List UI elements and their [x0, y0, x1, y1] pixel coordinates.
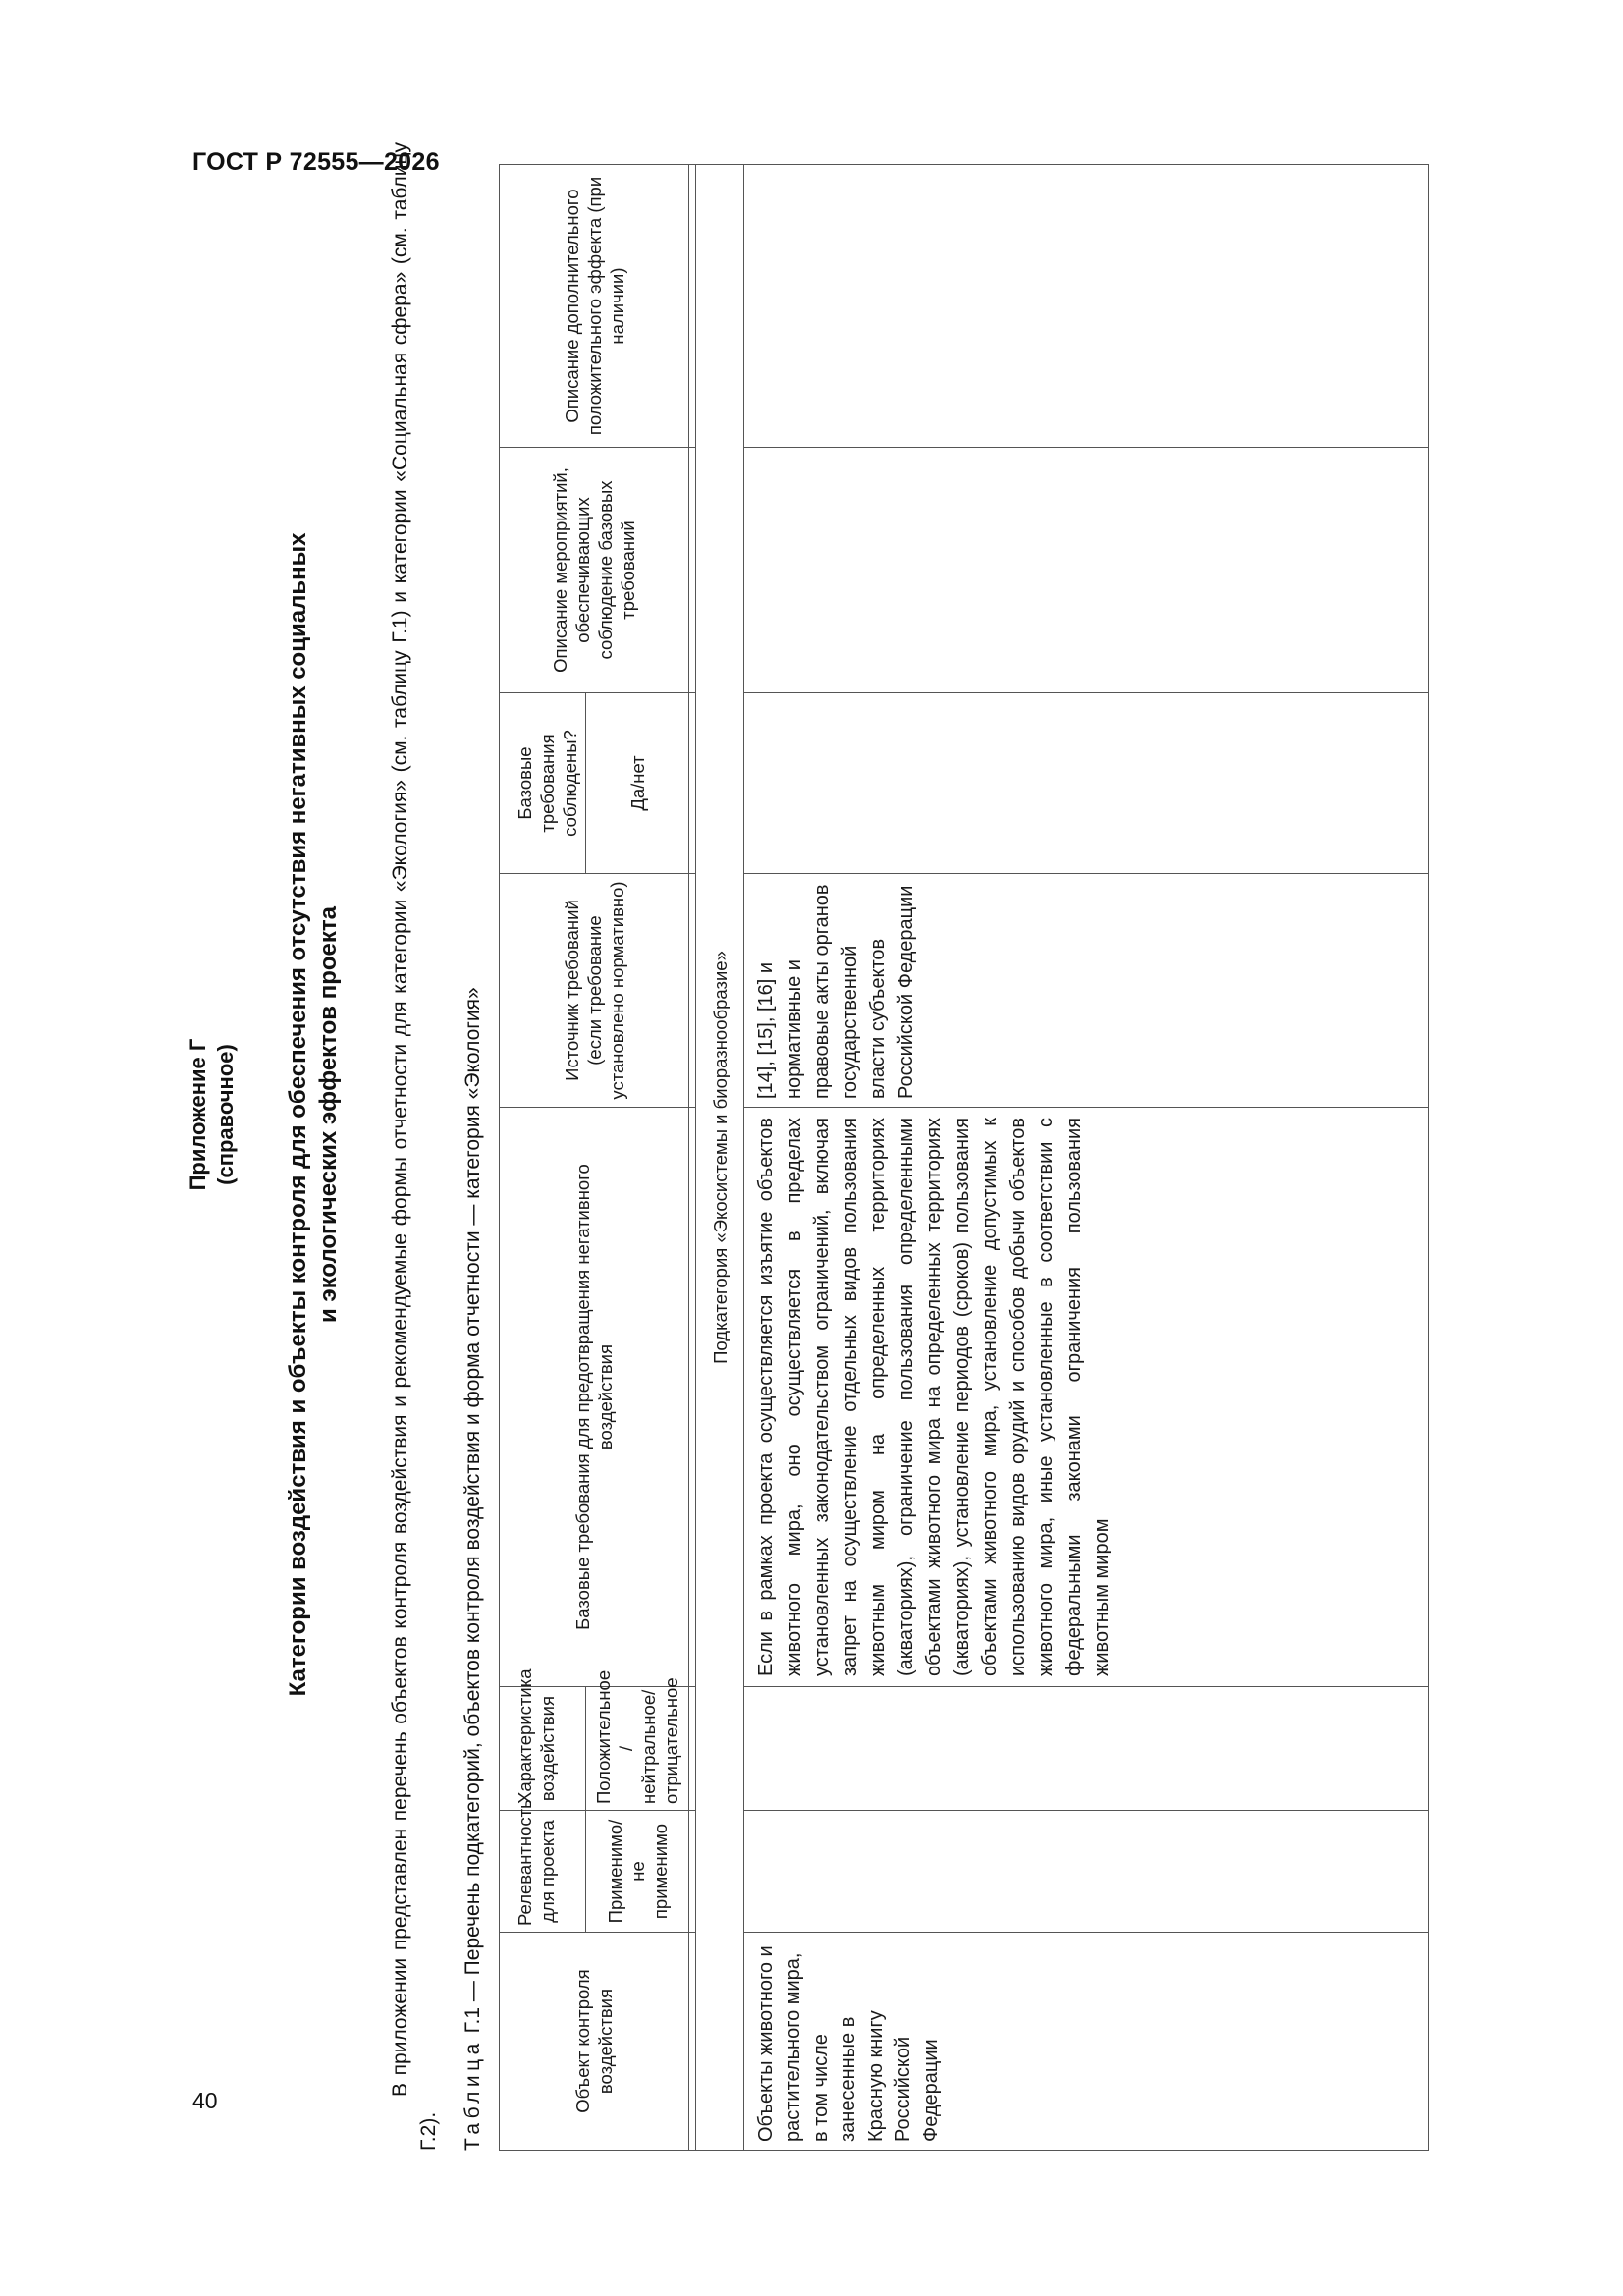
separator-cell — [689, 1108, 696, 1687]
appendix-title-line-1: Категории воздействия и объекты контроля для обеспечения отсутствия негативных социальных — [285, 532, 311, 1697]
header-source: Источник требований (если требование установлено нормативно) — [500, 874, 689, 1108]
cell-control-object: Объекты животного и растительного мира, в том числе занесенные в Красную книгу Российской Федерации — [744, 1933, 1429, 2151]
header-met: Базовые требования соблюдены? — [500, 693, 586, 874]
table-caption-prefix: Таблица — [461, 2039, 484, 2151]
header-object: Объект контроля воздействия — [500, 1933, 689, 2151]
separator-cell — [689, 874, 696, 1108]
cell-met — [744, 693, 1429, 874]
header-relevance-values: Применимо/ не применимо — [586, 1811, 689, 1933]
rotated-content — [177, 79, 1296, 2151]
appendix-type: (справочное) — [213, 1044, 238, 1185]
cell-positive — [744, 165, 1429, 448]
header-characteristic: Характеристика воздействия — [500, 1687, 586, 1811]
cell-characteristic — [744, 1687, 1429, 1811]
table-separator-row — [689, 165, 696, 2151]
separator-cell — [689, 448, 696, 693]
appendix-title-line-2: и экологических эффектов проекта — [315, 906, 342, 1323]
page-number: 40 — [192, 2088, 218, 2113]
table-caption — [459, 987, 487, 2151]
control-objects-table — [499, 164, 1429, 2151]
intro-paragraph: В приложении представлен перечень объектов контроля воздействия и рекомендуемые формы отчетности для категории «Экология» (см. таблицу Г.1) и категории «Социальная сфера» (см. таблицу Г.2). — [389, 142, 440, 2151]
table-row — [744, 165, 1429, 2151]
table-header-row — [500, 165, 586, 2151]
header-requirements: Базовые требования для предотвращения негативного воздействия — [500, 1108, 689, 1687]
cell-requirement: Если в рамках проекта осуществляется изъятие объектов животного мира, оно осуществляется в пределах установленных законодательством ограничений, включая запрет на осуществление отдельных видов пользования животным миром на определенных территориях (акваториях), ограничение пользования определенными объектами животного мира на определенных территориях (акваториях), установление периодов (сроков) пользования объектами животного мира, установление допустимых к использованию видов орудий и способов добычи объектов животного мира, иные установленные в соответствии с федеральными законами ограничения пользования животным миром — [744, 1108, 1429, 1687]
appendix-label: Приложение Г — [186, 1038, 210, 1191]
separator-cell — [689, 1933, 696, 2151]
separator-cell — [689, 1811, 696, 1933]
document-code: ГОСТ Р 72555—2026 — [192, 148, 440, 176]
cell-source: [14], [15], [16] и нормативные и правовые акты органов государственной власти субъектов Российской Федерации — [744, 874, 1429, 1108]
header-characteristic-values: Положительное /нейтральное/ отрицательное — [586, 1687, 689, 1811]
header-relevance: Релевантность для проекта — [500, 1811, 586, 1933]
table-caption-text: Г.1 — Перечень подкатегорий, объектов контроля воздействия и форма отчетности — категория «Экология» — [461, 987, 484, 2040]
subcategory-title: Подкатегория «Экосистемы и биоразнообразие» — [696, 165, 744, 2151]
header-met-values: Да/нет — [586, 693, 689, 874]
separator-cell — [689, 1687, 696, 1811]
separator-cell — [689, 165, 696, 448]
cell-measures — [744, 448, 1429, 693]
cell-relevance — [744, 1811, 1429, 1933]
header-positive: Описание дополнительного положительного эффекта (при наличии) — [500, 165, 689, 448]
separator-cell — [689, 693, 696, 874]
header-measures: Описание мероприятий, обеспечивающих соблюдение базовых требований — [500, 448, 689, 693]
subcategory-row — [696, 165, 744, 2151]
